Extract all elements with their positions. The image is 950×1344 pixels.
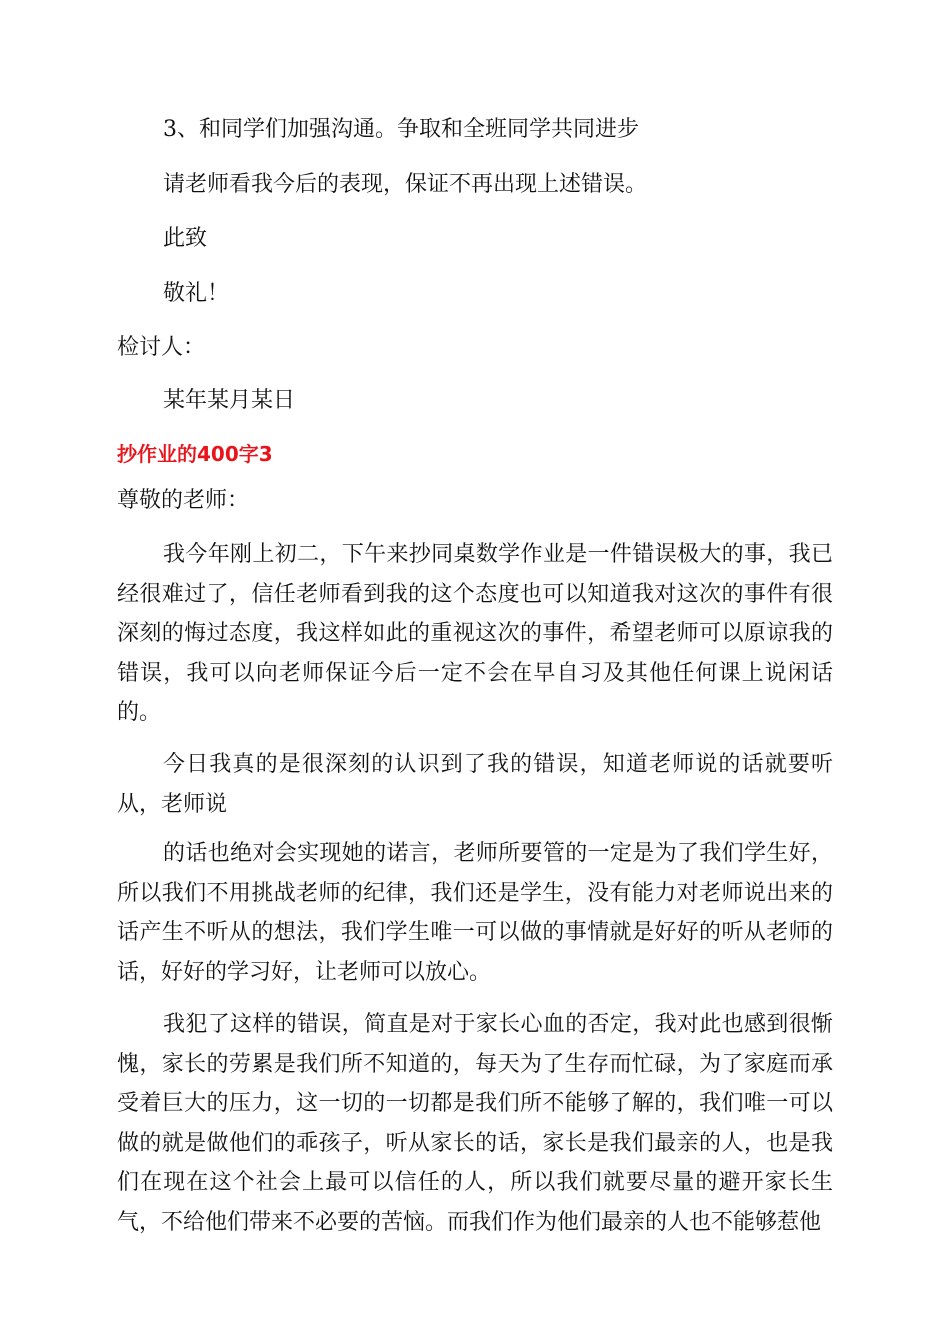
signer-label: 检讨人： — [117, 335, 206, 360]
paragraph: 我犯了这样的错误，简直是对于家长心血的否定，我对此也感到很惭愧，家长的劳累是我们所不知道的，每天为了生存而忙碌，为了家庭而承受着巨大的压力，这一切的一切都是我们所不能够了解的，我们唯一可以做的就是做他们的乖孩子，听从家长的话，家长是我们最亲的人，也是我们在现在这个社会上最可以信任的人，所以我们就要尽量的避开家长生气，不给他们带来不必要的苦恼。而我们作为他们最亲的人也不能够惹他 — [117, 1012, 833, 1235]
request-line: 请老师看我今后的表现，保证不再出现上述错误。 — [163, 172, 648, 197]
paragraph: 今日我真的是很深刻的认识到了我的错误，知道老师说的话就要听从，老师说 — [117, 752, 833, 817]
salutation: 尊敬的老师： — [117, 488, 250, 513]
paragraph: 的话也绝对会实现她的诺言，老师所要管的一定是为了我们学生好，所以我们不用挑战老师的纪律，我们还是学生，没有能力对老师说出来的话产生不听从的想法，我们学生唯一可以做的事情就是好好的听从老师的话，好好的学习好，让老师可以放心。 — [117, 841, 833, 985]
closing-jingli: 敬礼！ — [163, 281, 230, 306]
date-line: 某年某月某日 — [163, 388, 296, 413]
list-item-3: 3、和同学们加强沟通。争取和全班同学共同进步 — [163, 117, 639, 142]
paragraph: 我今年刚上初二，下午来抄同桌数学作业是一件错误极大的事，我已经很难过了，信任老师看到我的这个态度也可以知道我对这次的事件有很深刻的悔过态度，我这样如此的重视这次的事件，希望老师可以原谅我的错误，我可以向老师保证今后一定不会在早自习及其他任何课上说闲话的。 — [117, 542, 833, 725]
section-heading: 抄作业的400字3 — [117, 442, 273, 466]
closing-cizhi: 此致 — [163, 226, 208, 251]
